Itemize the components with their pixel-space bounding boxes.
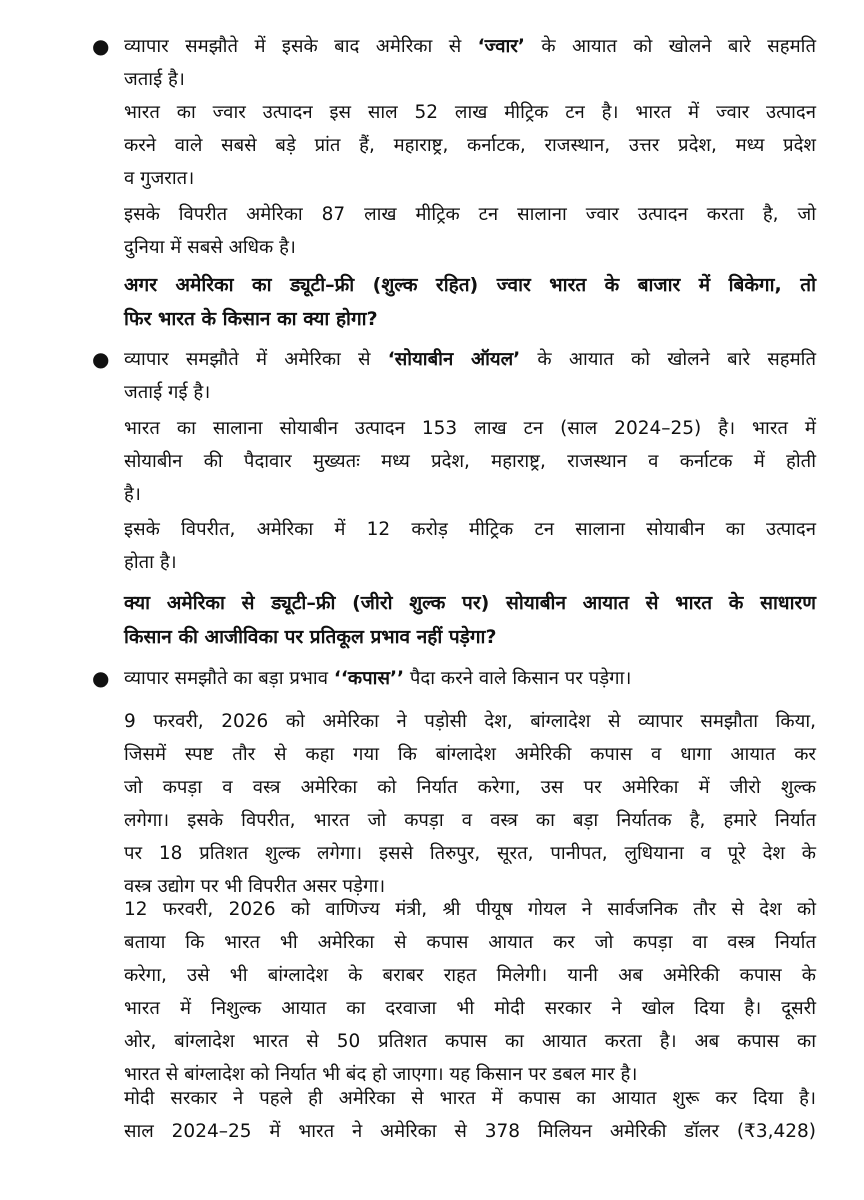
paragraph-soybean-us	[124, 513, 816, 579]
paragraph-line: 9 फरवरी, 2026 को अमेरिका ने पड़ोसी देश, बांग्लादेश से व्यापार समझौता किया,	[124, 711, 816, 732]
bullet-emphasis: ‘सोयाबीन ऑयल’	[387, 349, 521, 370]
paragraph-line: बताया कि भारत भी अमेरिका से कपास आयात कर जो कपड़ा वा वस्त्र निर्यात	[124, 932, 816, 953]
paragraph-line: वस्त्र उद्योग पर भी विपरीत असर पड़ेगा।	[124, 876, 386, 897]
question-line: फिर भारत के किसान का क्या होगा?	[124, 308, 378, 330]
paragraph-line: मोदी सरकार ने पहले ही अमेरिका से भारत में कपास का आयात शुरू कर दिया है।	[124, 1088, 816, 1109]
paragraph-cotton-bangladesh	[124, 705, 816, 903]
paragraph-line: भारत से बांग्लादेश को निर्यात भी बंद हो जाएगा। यह किसान पर डबल मार है।	[124, 1064, 638, 1085]
bullet-emphasis: ‘ज्वार’	[477, 36, 525, 57]
paragraph-line: दुनिया में सबसे अधिक है।	[124, 237, 296, 258]
paragraph-line: करने वाले सबसे बड़े प्रांत हैं, महाराष्ट्र, कर्नाटक, राजस्थान, उत्तर प्रदेश, मध्य प्रदेश	[124, 135, 816, 156]
bullet-soybean	[124, 343, 816, 409]
bullet-text-line2: जताई है।	[124, 69, 185, 90]
paragraph-line: भारत का ज्वार उत्पादन इस साल 52 लाख मीट्रिक टन है। भारत में ज्वार उत्पादन	[124, 102, 816, 123]
question-line: क्या अमेरिका से ड्यूटी–फ्री (जीरो शुल्क पर) सोयाबीन आयात से भारत के साधारण	[124, 592, 816, 614]
bullet-text-tail: पैदा करने वाले किसान पर पड़ेगा।	[404, 668, 632, 689]
bullet-icon: ●	[92, 666, 110, 690]
question-jowar	[124, 268, 816, 336]
paragraph-line: करेगा, उसे भी बांग्लादेश के बराबर राहत मिलेगी। यानी अब अमेरिकी कपास के	[124, 965, 816, 986]
paragraph-line: व गुजरात।	[124, 168, 195, 189]
question-soybean	[124, 586, 816, 654]
paragraph-line: ओर, बांग्लादेश भारत से 50 प्रतिशत कपास का आयात करता है। अब कपास का	[124, 1031, 816, 1052]
bullet-text: व्यापार समझौते में इसके बाद अमेरिका से	[124, 36, 478, 57]
question-line: किसान की आजीविका पर प्रतिकूल प्रभाव नहीं पड़ेगा?	[124, 626, 497, 648]
paragraph-line: साल 2024–25 में भारत ने अमेरिका से 378 मिलियन अमेरिकी डॉलर (₹3,428)	[124, 1121, 816, 1142]
bullet-text-tail: के आयात को खोलने बारे सहमति	[524, 36, 816, 57]
bullet-text: व्यापार समझौते का बड़ा प्रभाव	[124, 668, 334, 689]
paragraph-soybean-production	[124, 412, 816, 511]
bullet-emphasis: ‘‘कपास’’	[333, 668, 405, 689]
paragraph-line: होता है।	[124, 552, 177, 573]
paragraph-line: भारत में निशुल्क आयात का दरवाजा भी मोदी सरकार ने खोल दिया है। दूसरी	[124, 998, 816, 1019]
bullet-text-tail: के आयात को खोलने बारे सहमति	[520, 349, 816, 370]
bullet-cotton	[124, 662, 816, 695]
paragraph-line: इसके विपरीत अमेरिका 87 लाख मीट्रिक टन सालाना ज्वार उत्पादन करता है, जो	[124, 204, 816, 225]
paragraph-line: भारत का सालाना सोयाबीन उत्पादन 153 लाख टन (साल 2024–25) है। भारत में	[124, 418, 816, 439]
paragraph-line: पर 18 प्रतिशत शुल्क लगेगा। इससे तिरुपुर, सूरत, पानीपत, लुधियाना व पूरे देश के	[124, 843, 816, 864]
paragraph-line: लगेगा। इसके विपरीत, भारत जो कपड़ा व वस्त्र का बड़ा निर्यातक है, हमारे निर्यात	[124, 810, 816, 831]
paragraph-cotton-imports	[124, 1082, 816, 1148]
bullet-jowar	[124, 30, 816, 96]
bullet-text: व्यापार समझौते में अमेरिका से	[124, 349, 388, 370]
bullet-icon: ●	[92, 347, 110, 371]
paragraph-line: है।	[124, 484, 141, 505]
paragraph-line: जो कपड़ा व वस्त्र अमेरिका को निर्यात करेगा, उस पर अमेरिका में जीरो शुल्क	[124, 777, 816, 798]
paragraph-jowar-production	[124, 96, 816, 195]
paragraph-line: इसके विपरीत, अमेरिका में 12 करोड़ मीट्रिक टन सालाना सोयाबीन का उत्पादन	[124, 519, 816, 540]
paragraph-jowar-us	[124, 198, 816, 264]
bullet-text-line2: जताई गई है।	[124, 382, 211, 403]
question-line: अगर अमेरिका का ड्यूटी–फ्री (शुल्क रहित) ज्वार भारत के बाजार में बिकेगा, तो	[124, 274, 816, 296]
paragraph-line: 12 फरवरी, 2026 को वाणिज्य मंत्री, श्री पीयूष गोयल ने सार्वजनिक तौर से देश को	[124, 899, 816, 920]
paragraph-line: सोयाबीन की पैदावार मुख्यतः मध्य प्रदेश, महाराष्ट्र, राजस्थान व कर्नाटक में होती	[124, 451, 816, 472]
bullet-icon: ●	[92, 34, 110, 58]
paragraph-line: जिसमें स्पष्ट तौर से कहा गया कि बांग्लादेश अमेरिकी कपास व धागा आयात कर	[124, 744, 816, 765]
paragraph-cotton-goyal	[124, 893, 816, 1091]
